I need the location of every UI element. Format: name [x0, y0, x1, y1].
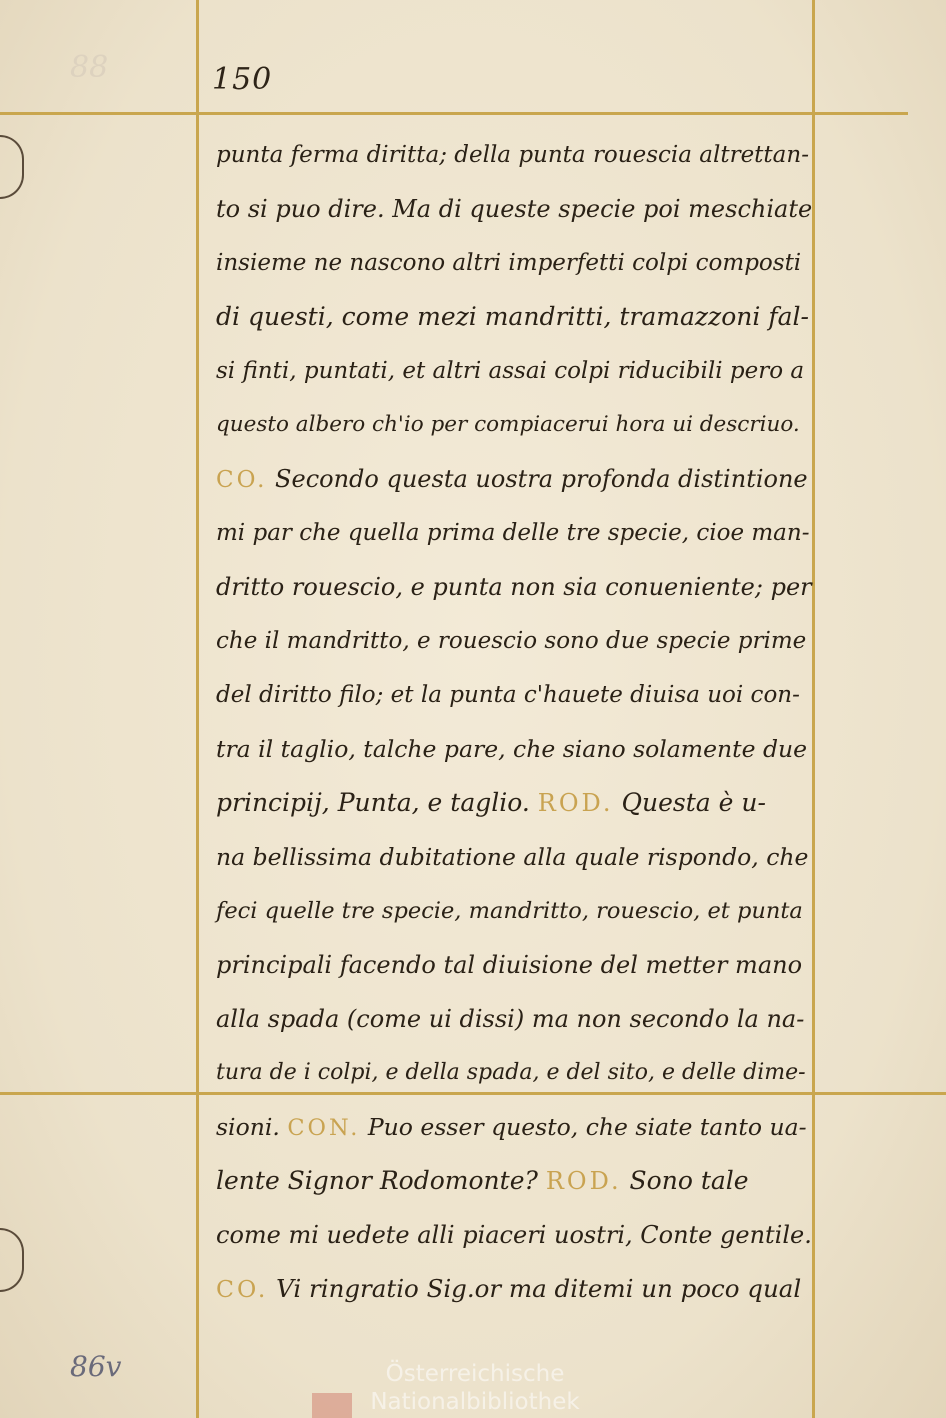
text-line [216, 240, 812, 294]
watermark-line-2: Nationalbibliothek [370, 1389, 580, 1415]
manuscript-text-block [216, 132, 812, 1320]
text-line [216, 348, 812, 402]
text-line [216, 510, 812, 564]
line-text: principij, Punta, e taglio. [216, 788, 538, 817]
line-text: questo albero ch'io per compiacerui hora ui descriuo. [216, 412, 800, 437]
text-line [216, 672, 812, 726]
text-line [216, 186, 812, 240]
text-line [216, 402, 812, 456]
line-text: na bellissima dubitatione alla quale rispondo, che [216, 843, 809, 871]
line-text: che il mandritto, e rouescio sono due specie prime [216, 628, 807, 654]
shelfmark-annotation: 86v [70, 1350, 122, 1383]
line-text: to si puo dire. Ma di queste specie poi meschiate [216, 195, 813, 223]
text-line [216, 726, 812, 780]
watermark-line-1: Österreichische [385, 1361, 565, 1387]
text-line [216, 132, 812, 186]
line-text: del diritto filo; et la punta c'hauete diuisa uoi con- [216, 682, 800, 708]
speaker-rubric: CO. [216, 467, 268, 493]
speaker-rubric: CO. [216, 1275, 269, 1303]
text-line [216, 456, 812, 510]
line-text: Questa è u- [613, 788, 766, 817]
ruling-top [0, 112, 908, 115]
text-line [216, 942, 812, 996]
text-line [216, 834, 812, 888]
ghost-folio-number: 88 [70, 50, 109, 85]
line-text: Vi ringratio Sig.or ma ditemi un poco qual [268, 1274, 802, 1303]
binding-hole-bottom [0, 1228, 24, 1292]
text-line [216, 888, 812, 942]
ruling-left [196, 0, 199, 1418]
line-text: alla spada (come ui dissi) ma non secondo la na- [216, 1005, 805, 1033]
line-text: Sono tale [621, 1166, 749, 1195]
line-text: feci quelle tre specie, mandritto, rouescio, et punta [216, 898, 803, 924]
line-text: Puo esser questo, che siate tanto ua- [360, 1113, 807, 1141]
speaker-rubric: CON. [287, 1115, 361, 1141]
text-line [216, 1158, 812, 1212]
ruling-right [812, 0, 815, 1418]
text-line [216, 780, 812, 834]
line-text: insieme ne nascono altri imperfetti colpi composti [216, 250, 802, 276]
library-watermark [310, 1360, 640, 1416]
text-line [216, 564, 812, 618]
line-text: mi par che quella prima delle tre specie, cioe man- [216, 520, 810, 546]
line-text: punta ferma diritta; della punta rouescia altrettan- [216, 142, 809, 168]
line-text: dritto rouescio, e punta non sia conueniente; per [216, 573, 812, 601]
speaker-rubric: ROD. [537, 789, 614, 817]
text-line [216, 1104, 812, 1158]
line-text: tra il taglio, talche pare, che siano solamente due [216, 735, 808, 763]
text-line [216, 618, 812, 672]
text-line [216, 294, 812, 348]
line-text: lente Signor Rodomonte? [216, 1166, 546, 1195]
line-text: sioni. [216, 1113, 288, 1141]
text-line [216, 1212, 812, 1266]
speaker-rubric: ROD. [545, 1167, 622, 1195]
line-text: Secondo questa uostra profonda distintione [267, 465, 808, 493]
text-line [216, 1050, 812, 1104]
line-text: si finti, puntati, et altri assai colpi riducibili pero a [216, 358, 805, 384]
line-text: di questi, come mezi mandritti, tramazzoni fal- [216, 302, 809, 331]
line-text: tura de i colpi, e della spada, e del sito, e delle dime- [216, 1060, 806, 1085]
line-text: come mi uedete alli piaceri uostri, Conte gentile. [216, 1221, 812, 1249]
folio-number: 150 [212, 62, 273, 97]
text-line [216, 996, 812, 1050]
text-line [216, 1266, 812, 1320]
binding-hole-top [0, 135, 24, 199]
line-text: principali facendo tal diuisione del metter mano [216, 951, 803, 979]
